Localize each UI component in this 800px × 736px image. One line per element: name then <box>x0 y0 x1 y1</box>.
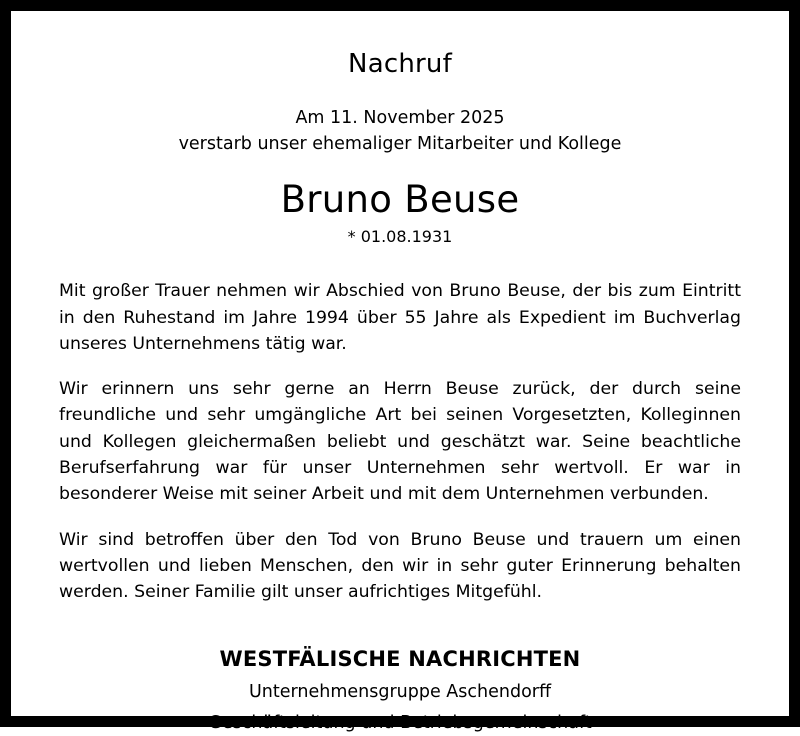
body-paragraph: Wir sind betroffen über den Tod von Bruno Beuse und trauern um einen wertvollen und lieben Menschen, den wir in sehr guter Erinnerung behalten werden. Seiner Familie gilt unser aufrichtiges Mitgefühl. <box>59 529 741 603</box>
obituary-body <box>59 278 741 605</box>
notice-heading: Nachruf <box>348 49 452 79</box>
intro-block <box>59 106 741 157</box>
company-group: Unternehmensgruppe Aschendorff <box>248 681 552 702</box>
intro-line-2: verstarb unser ehemaliger Mitarbeiter und Kollege <box>178 133 622 154</box>
company-name: WESTFÄLISCHE NACHRICHTEN <box>219 647 581 672</box>
intro-line-1: Am 11. November 2025 <box>295 108 505 129</box>
obituary-content <box>59 49 741 736</box>
body-paragraph: Mit großer Trauer nehmen wir Abschied von Bruno Beuse, der bis zum Eintritt in den Ruhestand im Jahre 1994 über 55 Jahre als Expedient im Buchverlag unseres Unternehmens tätig war. <box>59 281 741 354</box>
deceased-birth-date: * 01.08.1931 <box>347 227 453 247</box>
company-management: Geschäftsleitung und Betriebsgemeinschaft <box>208 713 592 734</box>
signature-block <box>59 646 741 736</box>
deceased-name: Bruno Beuse <box>280 177 520 221</box>
body-paragraph: Wir erinnern uns sehr gerne an Herrn Beuse zurück, der durch seine freundliche und sehr umgängliche Art bei seinen Vorgesetzten, Kolleginnen und Kollegen gleichermaßen beliebt und geschätzt war. Seine beachtliche Berufserfahrung war für unser Unternehmen sehr wertvoll. Er war in besonderer Weise mit seiner Arbeit und mit dem Unternehmen verbunden. <box>59 379 741 505</box>
